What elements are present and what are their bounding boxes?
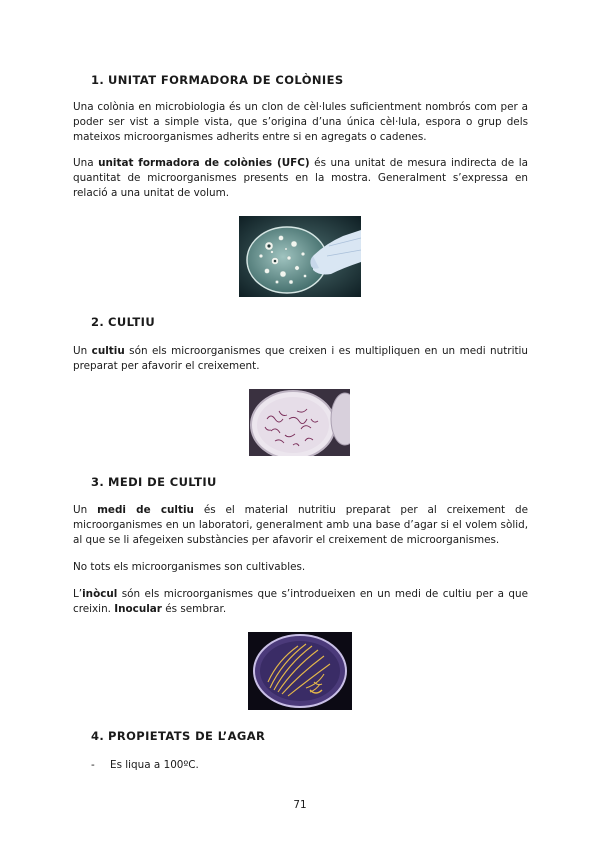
section-title: CULTIU: [108, 315, 156, 329]
text: són els microorganismes que s’introdueixen en un medi de cultiu per a que creixin.: [73, 588, 528, 615]
section-2-heading: [91, 315, 155, 329]
list-item-text: Es liqua a 100ºC.: [110, 759, 199, 771]
text: són els microorganismes que creixen i es multipliquen en un medi nutritiu preparat per afavorir el creixement.: [73, 345, 528, 372]
paragraph-inocul: [73, 587, 528, 617]
petri-dish-culture-photo: [249, 389, 350, 456]
term-medi-cultiu: medi de cultiu: [97, 504, 194, 516]
section-4-heading: [91, 729, 265, 743]
petri-dish-streak-photo: [248, 632, 352, 710]
paragraph-ufc: [73, 156, 528, 201]
section-1-heading: [91, 73, 344, 87]
bullet-dash: -: [91, 759, 95, 771]
section-title: UNITAT FORMADORA DE COLÒNIES: [108, 73, 344, 87]
term-cultiu: cultiu: [91, 345, 125, 357]
term-ufc: unitat formadora de colònies (UFC): [98, 157, 310, 169]
section-number: 1.: [91, 73, 105, 87]
section-number: 2.: [91, 315, 105, 329]
text: Un: [73, 345, 92, 357]
paragraph-cultiu: [73, 344, 528, 374]
section-number: 3.: [91, 475, 105, 489]
section-title: PROPIETATS DE L’AGAR: [108, 729, 266, 743]
text: ’: [78, 588, 83, 600]
paragraph-cultivables: No tots els microorganismes son cultivables.: [73, 561, 306, 573]
paragraph-colonia: Una colònia en microbiologia és un clon de cèl·lules suficientment nombrós com per a poder ser vist a simple vista, que s’origina d’una única cèl·lula, espora o grup dels mateixos microorganismes adherits entre si en agregats o cadenes.: [73, 101, 528, 143]
term-inocular: Inocular: [114, 603, 162, 615]
section-3-heading: [91, 475, 217, 489]
text: Una: [73, 157, 99, 169]
text: és una unitat de mesura indirecta de la quantitat de microorganismes presents en la mostra. Generalment s’expressa en relació a una unitat de volum.: [73, 157, 528, 199]
text: és sembrar.: [161, 603, 227, 615]
petri-dish-colonies-photo: [239, 216, 361, 297]
term-inocul: inòcul: [82, 588, 118, 600]
section-title: MEDI DE CULTIU: [108, 475, 217, 489]
list-item: [91, 759, 199, 771]
paragraph-medi-cultiu: [73, 503, 528, 548]
page-number: 71: [293, 799, 307, 811]
section-number: 4.: [91, 729, 105, 743]
text: L: [73, 588, 79, 600]
text: Un: [73, 504, 98, 516]
text: és el material nutritiu preparat per al creixement de microorganismes en un laboratori, generalment amb una base d’agar si el volem sòlid, al que se li afegeixen substàncies per afavorir el creixement de microorganismes.: [73, 504, 529, 546]
